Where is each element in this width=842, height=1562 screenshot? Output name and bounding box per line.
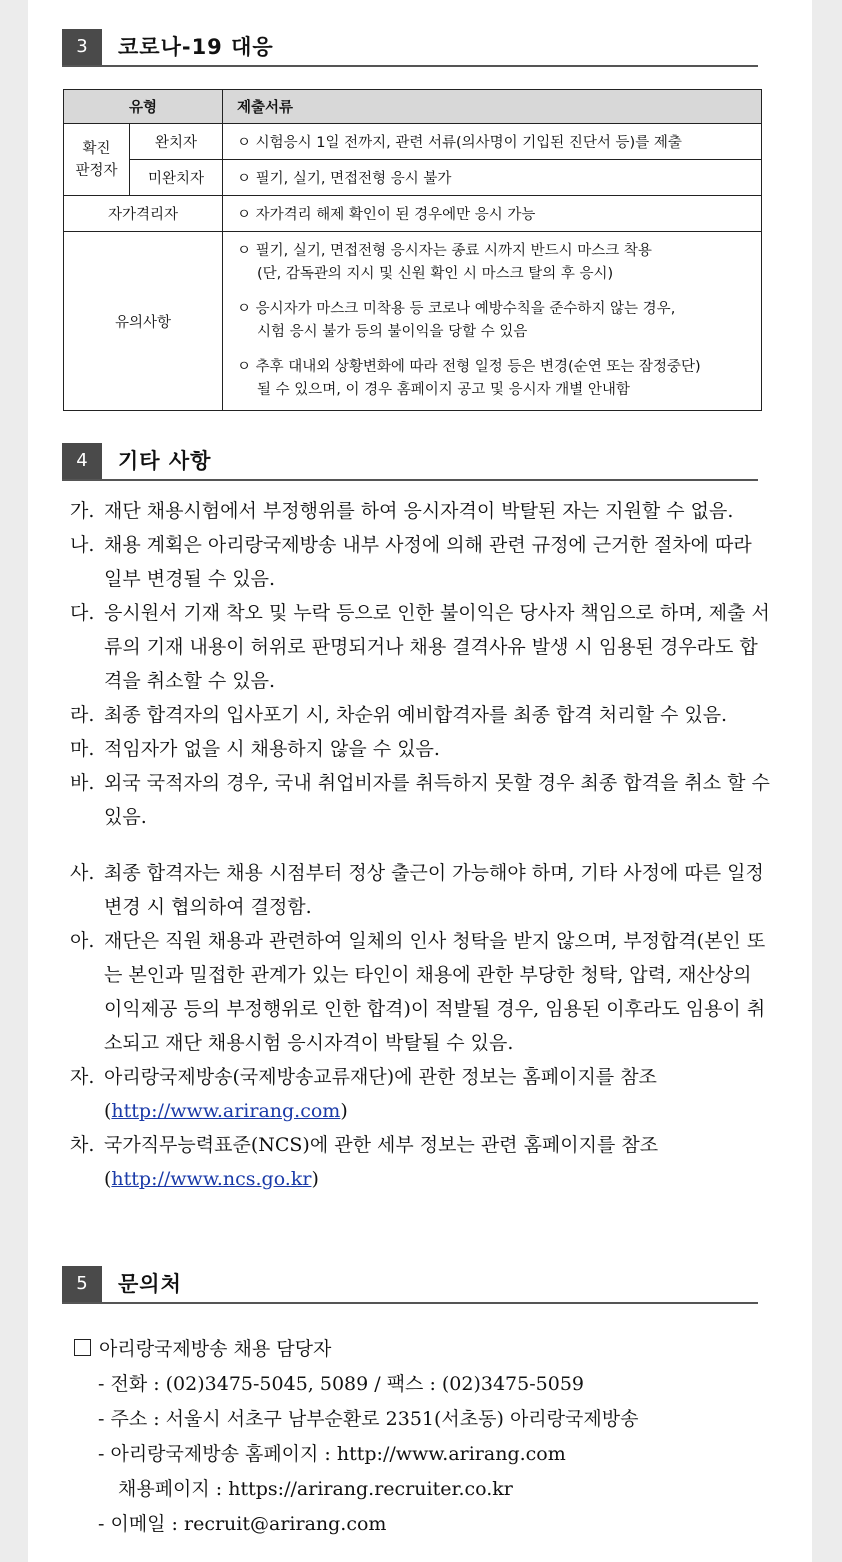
contact-info (74, 1332, 638, 1542)
not-recovered-doc: ㅇ 필기, 실기, 면접전형 응시 불가 (223, 160, 762, 196)
recovered-label: 완치자 (130, 124, 223, 160)
table-row (64, 196, 762, 232)
list-item: 가. 재단 채용시험에서 부정행위를 하여 응시자격이 박탈된 자는 지원할 수 없음. (70, 500, 734, 522)
contact-homepage: - 아리랑국제방송 홈페이지 : http://www.arirang.com (98, 1443, 566, 1465)
quarantine-label: 자가격리자 (64, 196, 223, 232)
contact-head: 아리랑국제방송 채용 담당자 (74, 1332, 638, 1367)
confirmed-label: 확진 판정자 (64, 124, 130, 196)
section-5-header (62, 1266, 758, 1304)
section-number: 3 (62, 29, 102, 65)
note-1-cont: (단, 감독관의 지시 및 신원 확인 시 마스크 탈의 후 응시) (257, 266, 614, 282)
list-item: 마. 적임자가 없을 시 채용하지 않을 수 있음. (70, 738, 440, 760)
section-title: 기타 사항 (118, 449, 212, 473)
notes-label: 유의사항 (64, 232, 223, 411)
section-title: 문의처 (118, 1272, 182, 1296)
list-item: 다. 응시원서 기재 착오 및 누락 등으로 인한 불이익은 당사자 책임으로 하며, 제출 서류의 기재 내용이 허위로 판명되거나 채용 결격사유 발생 시 임용된 경우라도 합격을 취소할 수 있음. (70, 602, 770, 692)
arirang-link[interactable]: http://www.arirang.com (111, 1100, 341, 1122)
table-header-row (64, 90, 762, 124)
quarantine-doc: ㅇ 자가격리 해제 확인이 된 경우에만 응시 가능 (223, 196, 762, 232)
list-item: 아. 재단은 직원 채용과 관련하여 일체의 인사 청탁을 받지 않으며, 부정합격(본인 또는 본인과 밀접한 관계가 있는 타인이 채용에 관한 부당한 청탁, 압력, 재산상의 이익제공 등의 부정행위로 인한 합격)이 적발될 경우, 임용된 이후라도 임용이 취소되고 재단 채용시험 응시자격이 박탈될 수 있음. (70, 930, 766, 1054)
contact-email: - 이메일 : recruit@arirang.com (98, 1513, 387, 1535)
header-type: 유형 (64, 90, 223, 124)
list-item: 차. 국가직무능력표준(NCS)에 관한 세부 정보는 관련 홈페이지를 참조 (http://www.ncs.go.kr) (70, 1134, 659, 1190)
section-3-header (62, 29, 758, 67)
note-3: ㅇ 추후 대내외 상황변화에 따라 전형 일정 등은 변경(순연 또는 잠정중단) (237, 359, 701, 375)
list-item: 나. 채용 계획은 아리랑국제방송 내부 사정에 의해 관련 규정에 근거한 절차에 따라 일부 변경될 수 있음. (70, 534, 752, 590)
contact-address: - 주소 : 서울시 서초구 남부순환로 2351(서초동) 아리랑국제방송 (98, 1408, 639, 1430)
section-4-header (62, 443, 758, 481)
table-row (64, 124, 762, 160)
ncs-link[interactable]: http://www.ncs.go.kr (111, 1168, 312, 1190)
table-row (64, 232, 762, 411)
section-number: 4 (62, 443, 102, 479)
note-2: ㅇ 응시자가 마스크 미착용 등 코로나 예방수칙을 준수하지 않는 경우, (237, 301, 676, 317)
list-item: 라. 최종 합격자의 입사포기 시, 차순위 예비합격자를 최종 합격 처리할 수 있음. (70, 704, 728, 726)
not-recovered-label: 미완치자 (130, 160, 223, 196)
recovered-doc: ㅇ 시험응시 1일 전까지, 관련 서류(의사명이 기입된 진단서 등)를 제출 (223, 124, 762, 160)
note-3-cont: 될 수 있으며, 이 경우 홈페이지 공고 및 응시자 개별 안내함 (257, 382, 630, 398)
note-2-cont: 시험 응시 불가 등의 불이익을 당할 수 있음 (257, 324, 528, 340)
header-docs: 제출서류 (223, 90, 762, 124)
list-item: 자. 아리랑국제방송(국제방송교류재단)에 관한 정보는 홈페이지를 참조 (http://www.arirang.com) (70, 1066, 657, 1122)
section-title: 코로나-19 대응 (118, 35, 274, 59)
list-item: 바. 외국 국적자의 경우, 국내 취업비자를 취득하지 못할 경우 최종 합격을 취소 할 수 있음. (70, 772, 770, 828)
table-row (64, 160, 762, 196)
section-number: 5 (62, 1266, 102, 1302)
note-1: ㅇ 필기, 실기, 면접전형 응시자는 종료 시까지 반드시 마스크 착용 (237, 243, 652, 259)
contact-phone: - 전화 : (02)3475-5045, 5089 / 팩스 : (02)3475-5059 (98, 1373, 585, 1395)
contact-recruit-page: 채용페이지 : https://arirang.recruiter.co.kr (118, 1478, 513, 1500)
covid-table (63, 89, 762, 411)
notice-list (70, 494, 770, 1196)
notes-cell (223, 232, 762, 411)
list-item: 사. 최종 합격자는 채용 시점부터 정상 출근이 가능해야 하며, 기타 사정에 따른 일정 변경 시 협의하여 결정함. (70, 862, 764, 918)
checkbox-icon (74, 1339, 91, 1356)
